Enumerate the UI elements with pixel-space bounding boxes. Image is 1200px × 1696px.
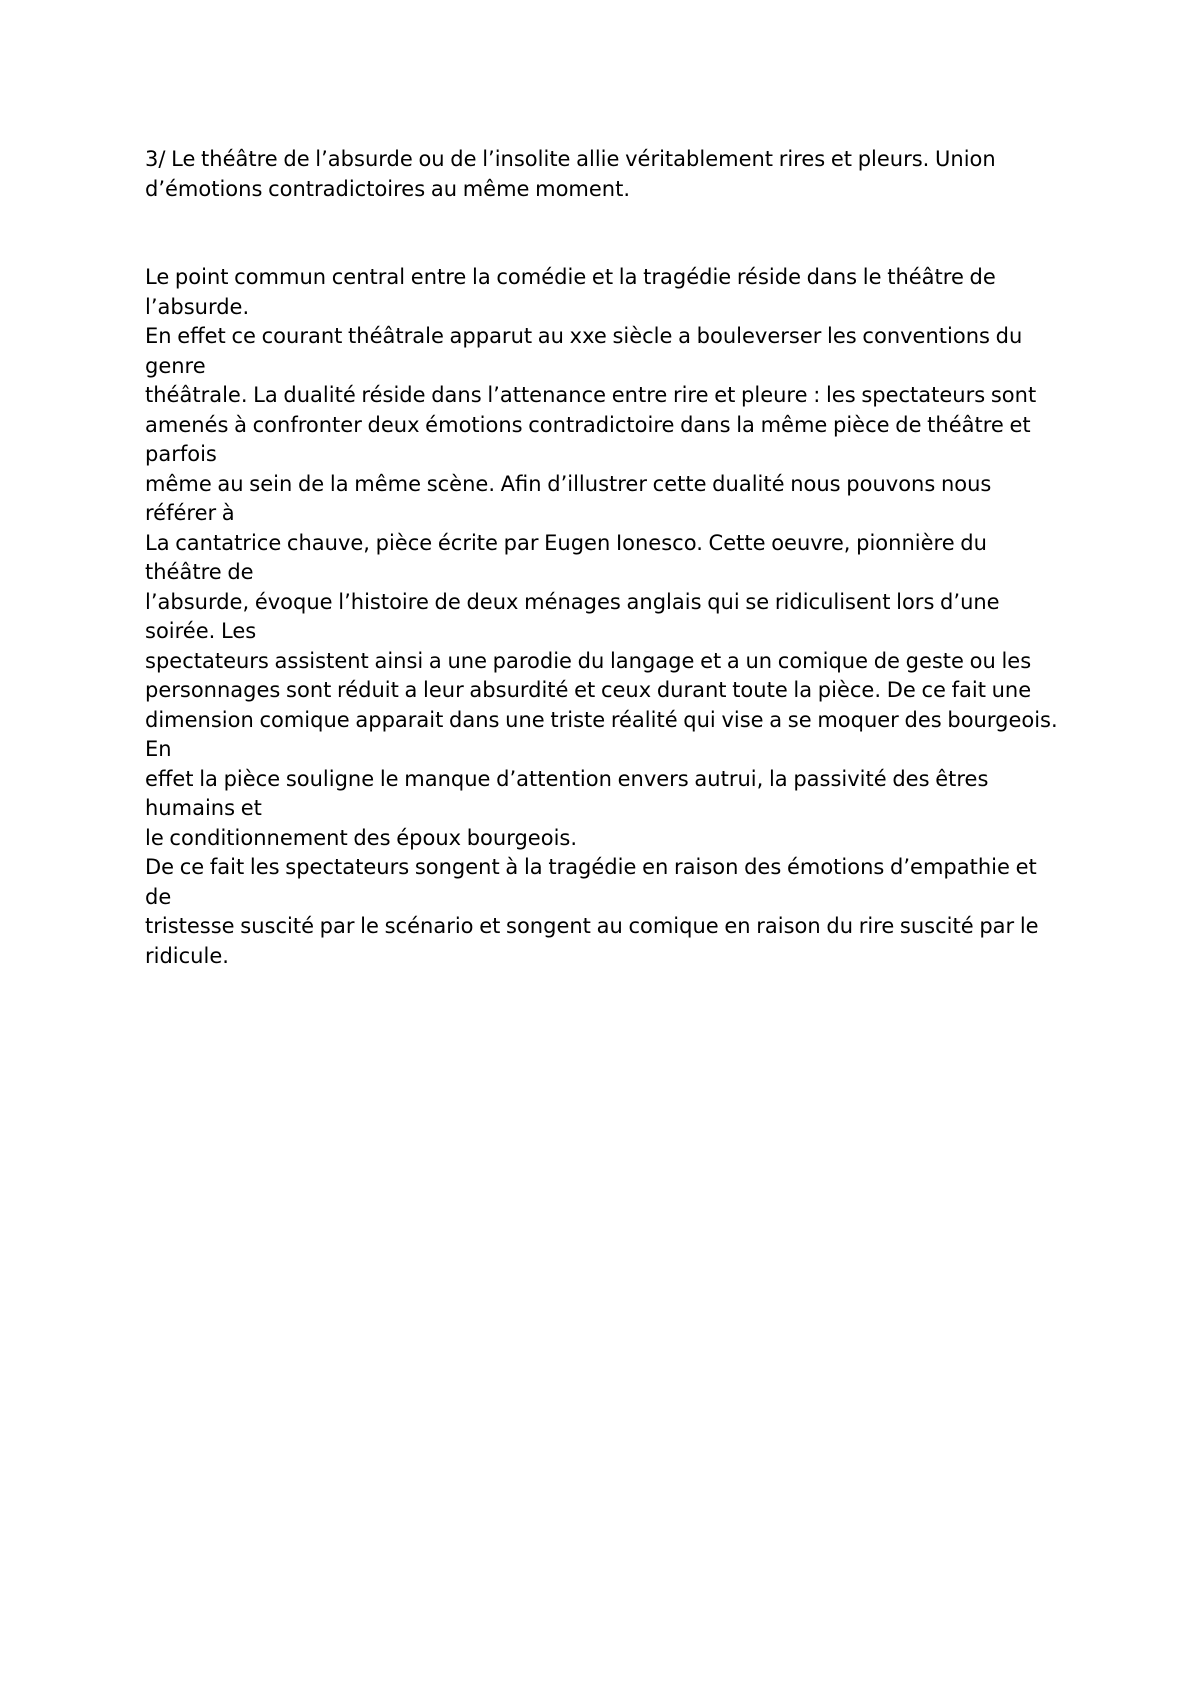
document-body <box>145 145 1065 971</box>
body-paragraph-1: Le point commun central entre la comédie et la tragédie réside dans le théâtre de l’absurde. En effet ce courant théâtrale apparut au xxe siècle a bouleverser les conventions du genre théâtrale. La dualité réside dans l’attenance entre rire et pleure : les spectateurs sont amenés à confronter deux émotions contradictoire dans la même pièce de théâtre et parfois même au sein de la même scène. Afin d’illustrer cette dualité nous pouvons nous référer à La cantatrice chauve, pièce écrite par Eugen Ionesco. Cette oeuvre, pionnière du théâtre de l’absurde, évoque l’histoire de deux ménages anglais qui se ridiculisent lors d’une soirée. Les spectateurs assistent ainsi a une parodie du langage et a un comique de geste ou les personnages sont réduit a leur absurdité et ceux durant toute la pièce. De ce fait une dimension comique apparait dans une triste réalité qui vise a se moquer des bourgeois. En effet la pièce souligne le manque d’attention envers autrui, la passivité des êtres humains et le conditionnement des époux bourgeois. <box>145 265 1058 850</box>
question-paragraph: 3/ Le théâtre de l’absurde ou de l’insolite allie véritablement rires et pleurs. Union d’émotions contradictoires au même moment. <box>145 147 996 201</box>
body-paragraph-2: De ce fait les spectateurs songent à la tragédie en raison des émotions d’empathie et de tristesse suscité par le scénario et songent au comique en raison du rire suscité par le ridicule. <box>145 855 1039 968</box>
